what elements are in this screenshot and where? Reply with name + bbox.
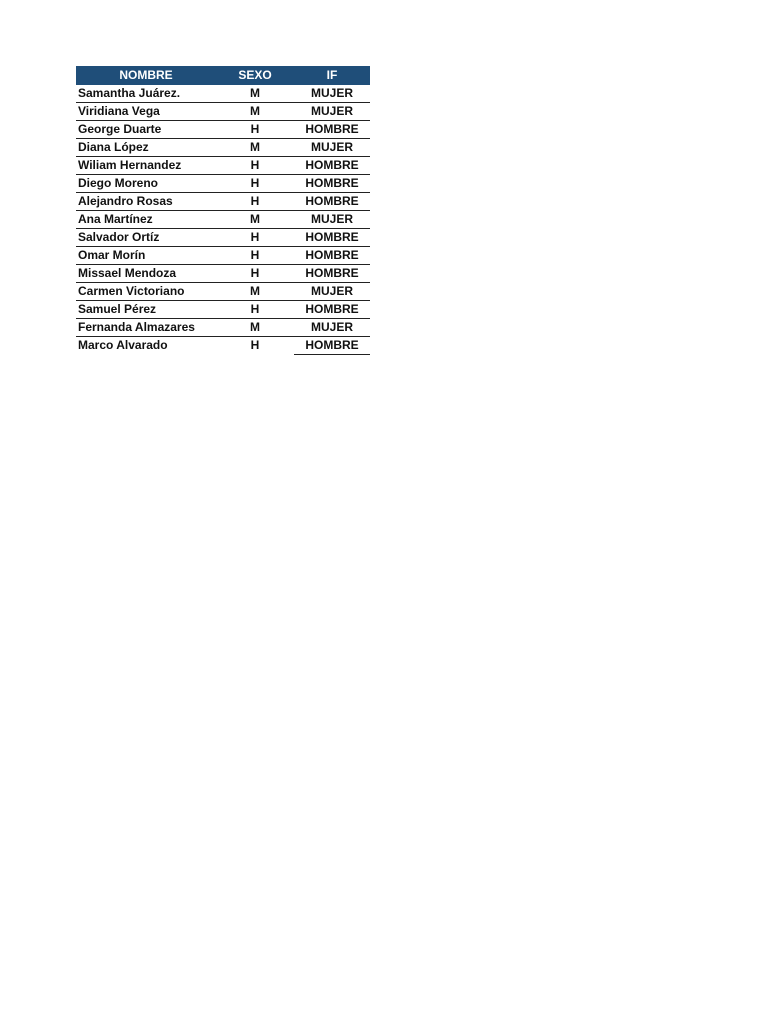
table-row [76, 283, 370, 301]
column-header-sexo: SEXO [216, 66, 294, 85]
cell-sexo: H [216, 247, 294, 265]
cell-nombre: Samuel Pérez [76, 301, 216, 319]
table-row [76, 265, 370, 283]
cell-sexo: M [216, 139, 294, 157]
cell-if: HOMBRE [294, 301, 370, 319]
cell-nombre: Salvador Ortíz [76, 229, 216, 247]
table-row [76, 85, 370, 103]
cell-sexo: M [216, 283, 294, 301]
cell-sexo: M [216, 211, 294, 229]
table-row [76, 103, 370, 121]
cell-sexo: M [216, 319, 294, 337]
cell-if: HOMBRE [294, 247, 370, 265]
cell-sexo: H [216, 265, 294, 283]
cell-if: HOMBRE [294, 121, 370, 139]
cell-nombre: Alejandro Rosas [76, 193, 216, 211]
table-row [76, 229, 370, 247]
table-row [76, 319, 370, 337]
cell-sexo: M [216, 103, 294, 121]
cell-sexo: M [216, 85, 294, 103]
cell-if: HOMBRE [294, 265, 370, 283]
cell-if: MUJER [294, 283, 370, 301]
cell-nombre: Fernanda Almazares [76, 319, 216, 337]
cell-if: HOMBRE [294, 337, 370, 355]
cell-sexo: H [250, 338, 260, 353]
cell-if: HOMBRE [294, 193, 370, 211]
cell-sexo: H [216, 157, 294, 175]
cell-nombre: Diego Moreno [76, 175, 216, 193]
cell-sexo: H [216, 121, 294, 139]
cell-nombre: Ana Martínez [76, 211, 216, 229]
cell-nombre: Samantha Juárez. [76, 85, 216, 103]
cell-if: MUJER [294, 139, 370, 157]
table-row [76, 157, 370, 175]
table-row [76, 121, 370, 139]
cell-sexo: H [216, 229, 294, 247]
table-body [76, 85, 370, 355]
cell-if: MUJER [294, 319, 370, 337]
header-row [76, 66, 370, 85]
cell-if: MUJER [294, 211, 370, 229]
table-row [76, 175, 370, 193]
cell-if: HOMBRE [294, 175, 370, 193]
cell-if: MUJER [294, 85, 370, 103]
cell-nombre: Missael Mendoza [76, 265, 216, 283]
cell-if: HOMBRE [294, 229, 370, 247]
cell-nombre: Wiliam Hernandez [76, 157, 216, 175]
cell-if: HOMBRE [294, 157, 370, 175]
cell-nombre: Diana López [76, 139, 216, 157]
table-header [76, 66, 370, 85]
cell-nombre: Viridiana Vega [76, 103, 216, 121]
table-row [76, 247, 370, 265]
column-header-nombre: NOMBRE [76, 66, 216, 85]
table-row [76, 301, 370, 319]
table-row [76, 193, 370, 211]
cell-sexo: H [216, 175, 294, 193]
column-header-if: IF [294, 66, 370, 85]
cell-nombre: George Duarte [76, 121, 216, 139]
cell-nombre: Carmen Victoriano [76, 283, 216, 301]
cell-sexo: H [216, 193, 294, 211]
cell-nombre: Omar Morín [76, 247, 216, 265]
table-row [76, 139, 370, 157]
cell-nombre: Marco Alvarado [78, 338, 168, 353]
cell-sexo: H [216, 301, 294, 319]
data-table [76, 66, 370, 355]
table-row [76, 211, 370, 229]
table-row [76, 337, 370, 355]
cell-if: MUJER [294, 103, 370, 121]
